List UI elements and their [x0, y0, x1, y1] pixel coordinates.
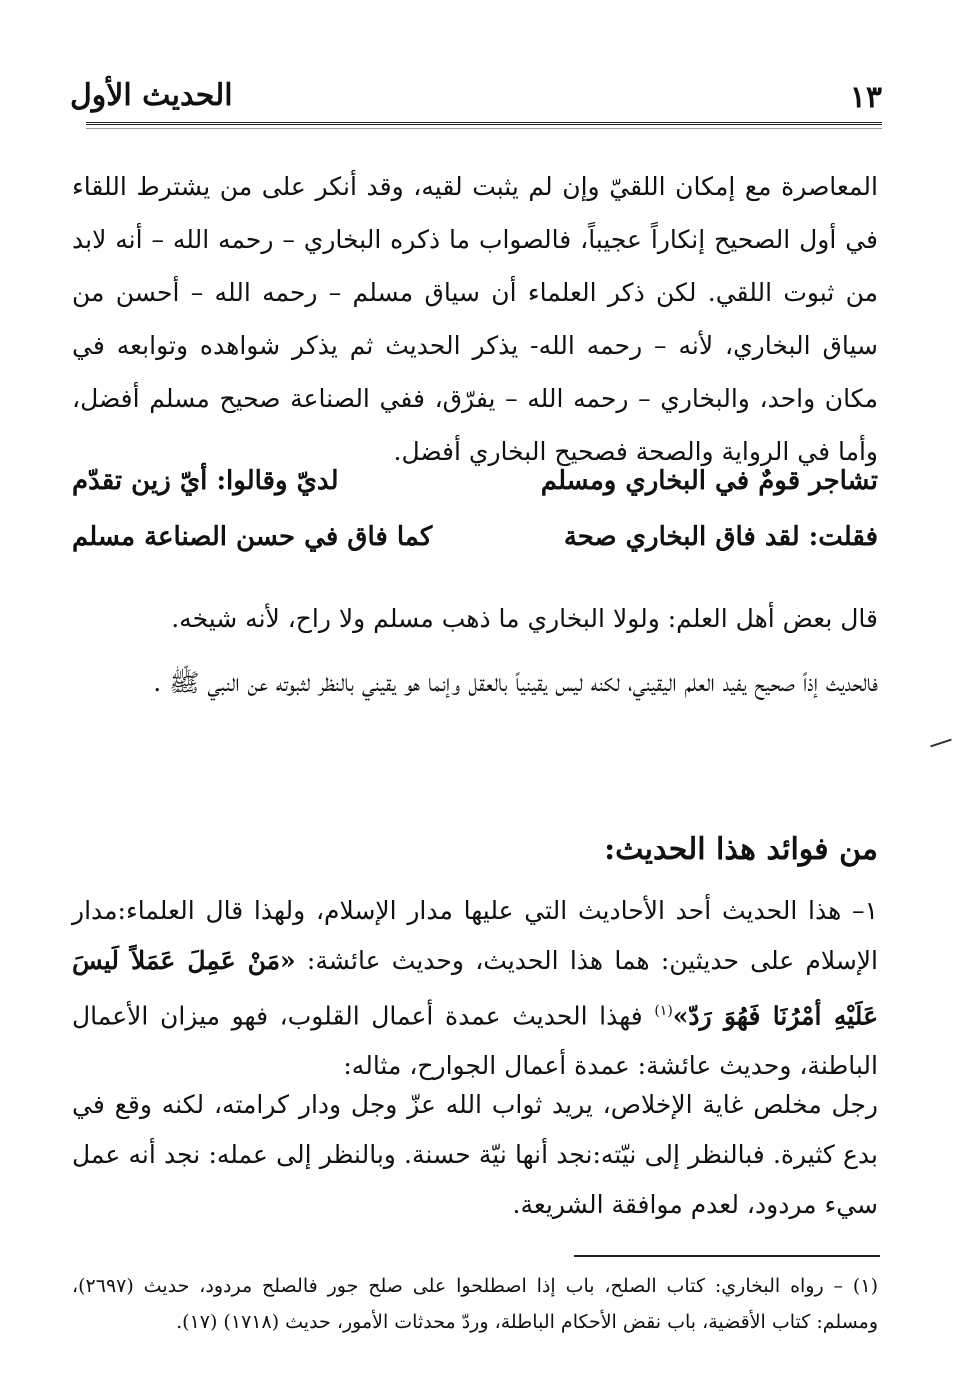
- example-paragraph: رجل مخلص غاية الإخلاص، يريد ثواب الله عزّ وجل ودار كرامته، لكنه وقع في بدع كثيرة. فبالنظر إلى نيّته:نجد أنها نيّة حسنة. وبالنظر إلى عمله: نجد أنه عمل سيء مردود، لعدم موافقة الشريعة.: [72, 1090, 878, 1219]
- margin-pen-mark: [930, 739, 952, 748]
- footnote-separator: [574, 1255, 880, 1257]
- footnote-1: (١) – رواه البخاري: كتاب الصلح، باب إذا اصطلحوا على صلح جور فالصلح مردود، حديث (٢٦٩٧)، ومسلم: كتاب الأقضية، باب نقض الأحكام الباطلة، وردّ محدثات الأمور، حديث (١٧١٨) (١٧).: [72, 1275, 878, 1333]
- verse-2-second-hemistich: كما فاق في حسن الصناعة مسلم: [72, 522, 433, 552]
- page-number: ١٣: [849, 80, 882, 115]
- paragraph-3: فالحديث إذاً صحيح يفيد العلم اليقيني، لكنه ليس يقينياً بالعقل وإنما هو يقيني بالنظر لثبوته عن النبي ﷺ .: [153, 668, 878, 697]
- running-title: الحديث الأول: [70, 78, 233, 113]
- poem-verse-2: [72, 522, 878, 578]
- footnote-reference[interactable]: (١): [654, 1003, 673, 1019]
- point-1-continuation: فهذا الحديث عمدة أعمال القلوب، فهو ميزان الأعمال الباطنة، وحديث عائشة: عمدة أعمال الجوارح، مثاله:: [72, 1001, 878, 1081]
- verse-2-first-hemistich: فقلت: لقد فاق البخاري صحة: [563, 522, 878, 552]
- verse-1-first-hemistich: تشاجر قومٌ في البخاري ومسلم: [540, 466, 878, 496]
- header-rule-thin: [86, 128, 882, 129]
- point-1-intro: ١– هذا الحديث أحد الأحاديث التي عليها مدار الإسلام، ولهذا قال العلماء:مدار الإسلام على حديثين: هما هذا الحديث، وحديث عائشة:: [72, 896, 878, 975]
- hadith-quote: «مَنْ عَمِلَ عَمَلاً لَيسَ عَلَيْهِ أمْرُنَا فَهُوَ رَدّ»: [72, 946, 878, 1031]
- section-heading: من فوائد هذا الحديث:: [604, 832, 878, 867]
- paragraph-1: المعاصرة مع إمكان اللقيّ وإن لم يثبت لقيه، وقد أنكر على من يشترط اللقاء في أول الصحيح إنكاراً عجيباً، فالصواب ما ذكره البخاري – رحمه الله – أنه لابد من ثبوت اللقي. لكن ذكر العلماء أن سياق مسلم – رحمه الله – أحسن من سياق البخاري، لأنه – رحمه الله- يذكر الحديث ثم يذكر شواهده وتوابعه في مكان واحد، والبخاري – رحمه الله – يفرّق، ففي الصناعة صحيح مسلم أفضل، وأما في الرواية والصحة فصحيح البخاري أفضل.: [72, 172, 878, 466]
- page-header: [70, 74, 882, 114]
- poem-block: [72, 466, 878, 586]
- poem-verse-1: [72, 466, 878, 522]
- verse-1-second-hemistich: لديّ وقالوا: أيّ زين تقدّم: [72, 466, 339, 496]
- header-rule: [86, 122, 882, 125]
- benefit-point-1: [72, 886, 878, 1091]
- paragraph-2: قال بعض أهل العلم: ولولا البخاري ما ذهب مسلم ولا راح، لأنه شيخه.: [171, 604, 878, 633]
